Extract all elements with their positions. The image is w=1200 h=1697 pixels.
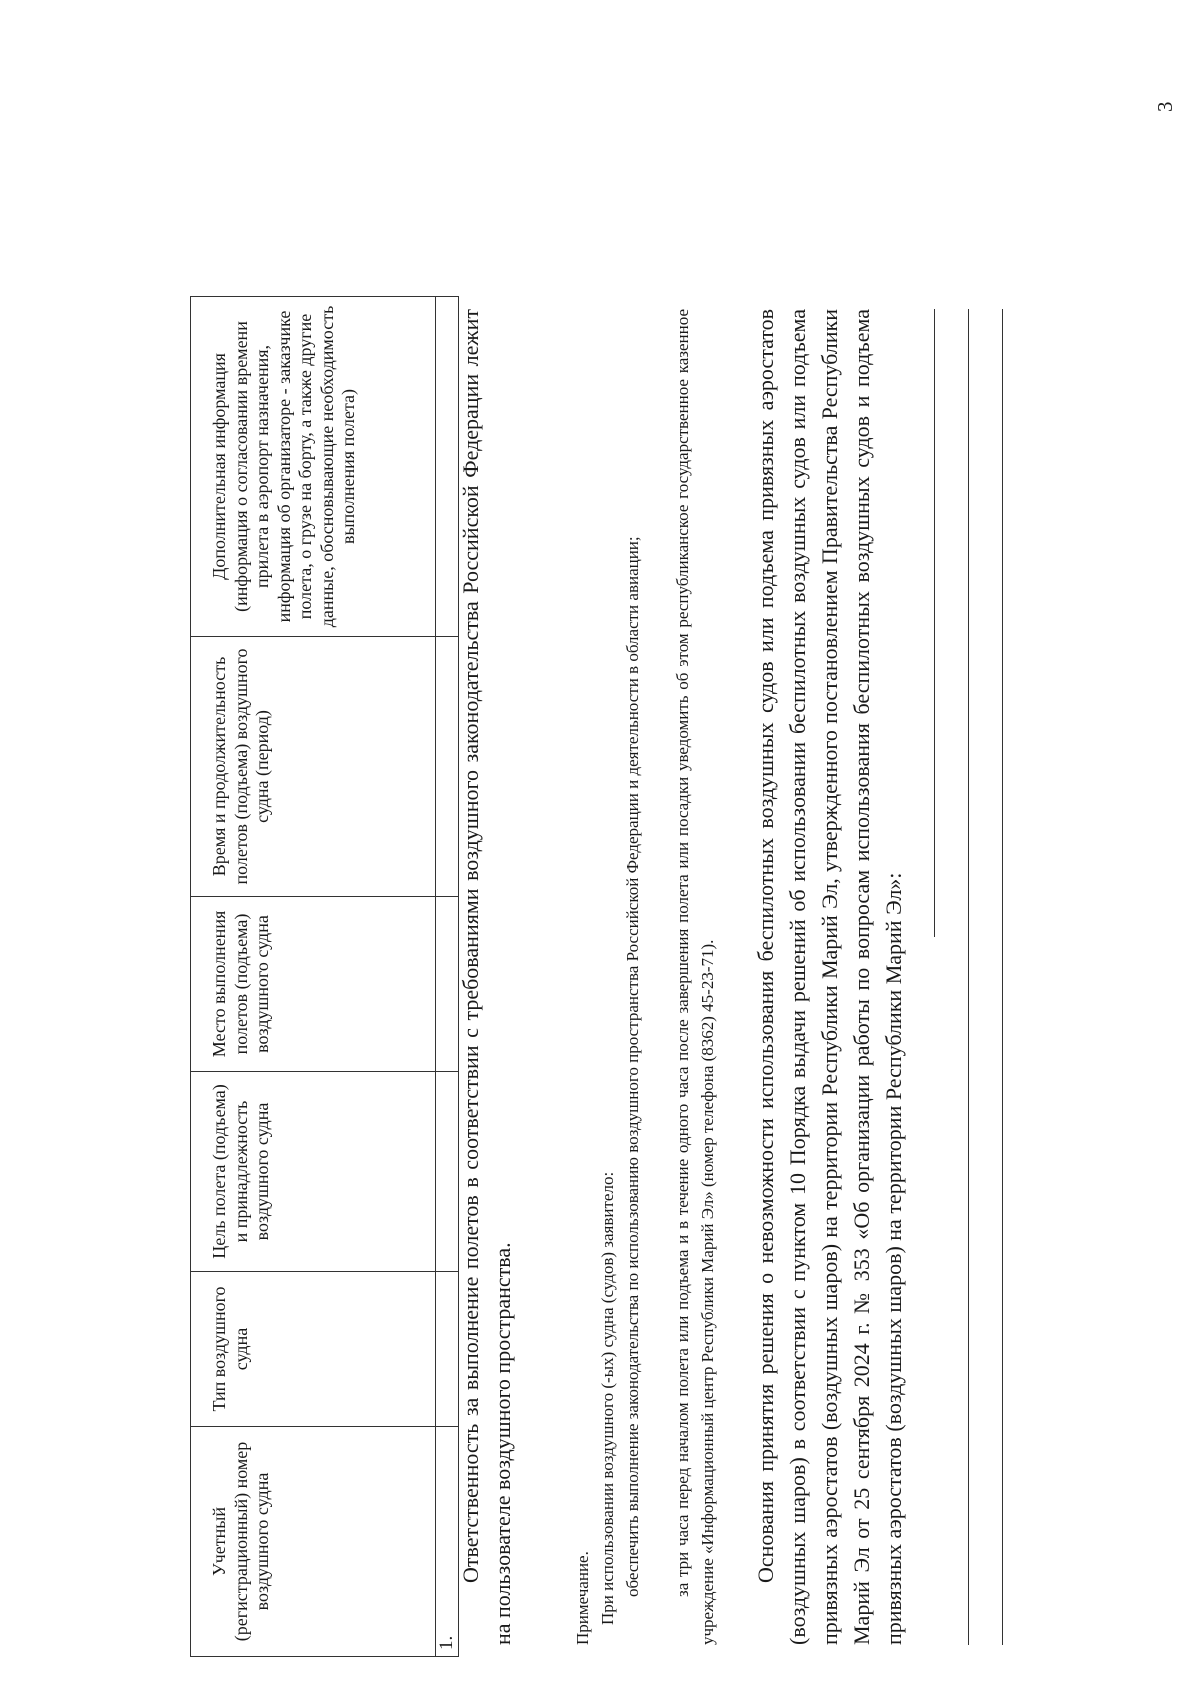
note-line-2: обеспечить выполнение законодательства по использованию воздушного пространства Российской Федерации и деятельности в области авиации; [623,536,642,1597]
header-reg-number: Учетный (регистрационный) номер воздушного судна [191,1427,436,1657]
header-flight-purpose: Цель полета (подъема) и принадлежность воздушного судна [191,1072,436,1272]
page-number: 3 [1153,101,1177,112]
grounds-paragraph: Основания принятия решения о невозможности использования беспилотных воздушных судов или подъема привязных аэростатов (воздушных шаров) в соответствии с пунктом 10 Порядка выдачи решений об использовании беспилотных воздушных судов или подъема привязных аэростатов (воздушных шаров) на территории Республики Марий Эл, утвержденного постановлением Правительства Республики Марий Эл от 25 сентября 2024 г. № 353 «Об организации работы по вопросам использования беспилотных воздушных судов и подъема привязных аэростатов (воздушных шаров) на территории Республики Марий Эл»: [753,309,906,1645]
responsibility-paragraph: Ответственность за выполнение полетов в соответствии с требованиями воздушного законодательства Российской Федерации лежит на пользователе воздушного пространства. [458,309,515,1645]
header-aircraft-type: Тип воздушного судна [191,1272,436,1427]
flight-table [190,296,459,1657]
note-line-1: При использовании воздушного (-ых) судна (судов) заявитело: [598,1171,617,1625]
table-header-row [191,297,436,1657]
rotated-content [0,197,1080,1697]
fill-line [934,309,935,937]
header-additional-info: Дополнительная информация (информация о согласовании времени прилета в аэропорт назначения, информация об организаторе - заказчике полета, о грузе на борту, а также другие данные, обосновывающие необходимость выполнения полета) [191,297,436,637]
header-flight-place: Место выполнения полетов (подъема) воздушного судна [191,897,436,1072]
header-flight-time: Время и продолжительность полетов (подъема) воздушного судна (период) [191,637,436,897]
row-number: 1. [436,1427,459,1657]
note-title: Примечание. [573,1551,592,1645]
note-line-3: за три часа перед началом полета или подъема и в течение одного часа после завершения полета или посадки уведомить об этом республиканское государственное казенное учреждение «Информационный центр Республики Марий Эл» (номер телефона (8362) 45-23-71). [673,309,717,1645]
fill-line-2 [968,309,969,1645]
fill-line-3 [1002,309,1003,1645]
